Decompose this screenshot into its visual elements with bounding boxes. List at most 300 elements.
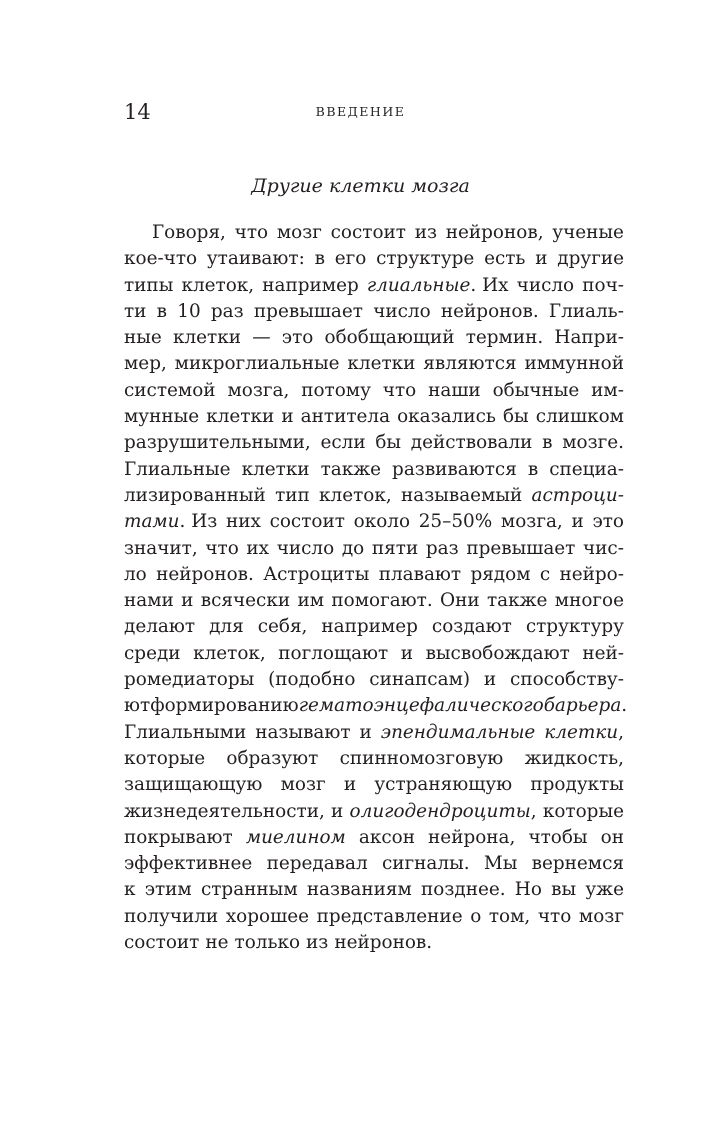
word — [347, 351, 415, 377]
word — [124, 693, 150, 719]
word-part: (подобно — [268, 669, 356, 691]
text-line — [124, 641, 624, 667]
word — [124, 562, 147, 588]
word — [526, 614, 624, 640]
word — [124, 246, 197, 272]
word — [246, 825, 346, 851]
word — [503, 404, 529, 430]
word-part: иммунной — [524, 353, 624, 375]
word-part: многое — [554, 590, 624, 612]
word — [124, 457, 231, 483]
word-part: число — [373, 300, 431, 322]
word-part: также — [486, 590, 548, 612]
word — [487, 588, 547, 614]
italic-term: барьера — [543, 695, 622, 717]
word-part: высвобождают — [425, 642, 570, 664]
text-line — [124, 325, 624, 351]
word-part: также — [320, 458, 382, 480]
word-part: в — [314, 248, 325, 270]
word — [383, 378, 416, 404]
text-line — [124, 299, 624, 325]
word — [124, 430, 311, 456]
word — [493, 378, 580, 404]
word-part: и — [181, 590, 194, 612]
italic-term: эпендимальные — [380, 721, 536, 743]
word-part: мозг — [276, 222, 322, 243]
text-line — [124, 799, 624, 825]
italic-term: олигодендроциты — [349, 800, 531, 822]
word-part: обычные — [492, 379, 580, 401]
word — [432, 614, 512, 640]
word — [591, 378, 624, 404]
word — [375, 430, 401, 456]
word-part: Глиальные — [124, 458, 231, 480]
word-part: типы — [124, 274, 174, 296]
word — [124, 772, 262, 798]
word-part: оказались — [397, 406, 496, 428]
word — [124, 667, 254, 693]
running-head: ВВЕДЕНИЕ — [315, 104, 406, 119]
word-part: — — [252, 327, 271, 349]
word — [124, 483, 266, 509]
word-part: названиям — [306, 879, 412, 901]
word — [601, 825, 624, 851]
word-part: раз — [210, 300, 244, 322]
word — [381, 720, 536, 746]
word-part: эффективнее — [124, 853, 253, 875]
word-part: нейронов. — [156, 563, 254, 585]
word-part: в — [156, 300, 168, 322]
word-part: Говоря, — [152, 222, 226, 243]
word-part: и — [343, 774, 357, 796]
word — [397, 404, 496, 430]
word — [226, 509, 261, 535]
word-part: аксон — [358, 826, 415, 848]
word-part: до — [341, 537, 365, 559]
word — [281, 772, 326, 798]
word-part: передавал — [266, 853, 368, 875]
word-part: ти — [124, 300, 147, 322]
word-part: что — [382, 379, 417, 401]
word — [419, 509, 492, 535]
text-line — [124, 509, 624, 535]
word-part: антитела — [300, 406, 391, 428]
word — [466, 325, 544, 351]
word-part: и — [400, 642, 414, 664]
word-part: ют — [124, 695, 151, 717]
word — [268, 667, 355, 693]
word-part: называют — [255, 721, 351, 743]
word-part: позднее. — [421, 879, 506, 901]
word — [466, 536, 575, 562]
word — [592, 509, 624, 535]
word-part: защищающую — [124, 774, 263, 796]
word — [470, 562, 530, 588]
word — [124, 799, 325, 825]
word-part: лизированный — [124, 484, 266, 506]
word-part: и — [281, 406, 294, 428]
word-part: например — [321, 616, 418, 638]
word-part: состоит — [330, 222, 406, 243]
italic-term: миелином — [245, 826, 346, 848]
word-part: мозга, — [500, 511, 563, 533]
word-part: ные — [124, 327, 162, 349]
word-part: состоит — [124, 932, 200, 954]
word-part: делают — [124, 616, 196, 638]
word — [542, 430, 552, 456]
word — [150, 693, 299, 719]
word — [532, 851, 624, 877]
word-part: в — [527, 458, 539, 480]
word — [246, 536, 269, 562]
word-part: специа- — [549, 458, 624, 480]
text-line — [124, 351, 624, 377]
word-part: Напри- — [554, 327, 624, 349]
word-part: с — [539, 563, 551, 585]
word-part: мозге. — [562, 432, 624, 454]
word — [331, 799, 343, 825]
word — [227, 378, 289, 404]
word — [374, 772, 512, 798]
word — [157, 299, 167, 325]
word — [124, 825, 233, 851]
word-part: действовали — [410, 432, 533, 454]
word — [525, 746, 624, 772]
word-part: помогают. — [331, 590, 433, 612]
word-part: представление — [316, 905, 463, 927]
word — [515, 877, 542, 903]
word — [401, 483, 522, 509]
italic-term: гематоэнцефалического — [298, 695, 544, 717]
word-part: себя, — [257, 616, 308, 638]
word-part: если — [320, 432, 366, 454]
text-line — [124, 667, 624, 693]
word-part: например — [262, 274, 359, 296]
word-part: в — [542, 432, 553, 454]
word-part: из — [306, 932, 329, 954]
word — [278, 641, 388, 667]
word — [530, 772, 624, 798]
word-part: способству- — [510, 669, 624, 691]
section-title: Другие клетки мозга — [251, 175, 470, 197]
word-part: плавают — [378, 563, 462, 585]
word-part: нейро- — [559, 563, 624, 585]
word — [360, 720, 372, 746]
word-part: них — [225, 511, 261, 533]
word-part: всячески — [200, 590, 291, 612]
word-part: нейрона, — [428, 826, 516, 848]
text-line — [124, 404, 624, 430]
word-part: нейронов. — [334, 932, 433, 954]
word-part: уже — [585, 879, 624, 901]
word-part: ромедиаторы — [124, 669, 255, 691]
body-text — [124, 220, 628, 956]
word-part: жизнедеятельности, — [124, 800, 325, 822]
word — [226, 904, 309, 930]
word — [211, 299, 244, 325]
word — [517, 273, 574, 299]
word-part: не — [205, 932, 229, 954]
word-part: Мы — [483, 853, 518, 875]
word — [226, 746, 318, 772]
word — [321, 457, 381, 483]
word — [557, 246, 624, 272]
word — [124, 930, 199, 956]
word — [258, 614, 308, 640]
word — [331, 588, 432, 614]
word — [354, 509, 410, 535]
word — [532, 483, 624, 509]
word — [255, 720, 350, 746]
word — [124, 746, 205, 772]
word — [181, 273, 254, 299]
word-part: для — [209, 616, 244, 638]
text-line — [124, 457, 624, 483]
word — [124, 536, 198, 562]
word-part: создают — [431, 616, 512, 638]
word-part: этим — [144, 879, 192, 901]
word-part: им — [297, 590, 325, 612]
word — [382, 851, 470, 877]
word — [423, 351, 516, 377]
word-part: ло — [124, 563, 147, 585]
word — [263, 562, 369, 588]
word — [549, 299, 624, 325]
word-part: число — [276, 537, 335, 559]
word — [275, 483, 310, 509]
word — [124, 877, 136, 903]
word-part: нами — [124, 590, 174, 612]
word — [484, 246, 525, 272]
word — [307, 877, 412, 903]
word-part: формированию — [150, 695, 299, 717]
word — [367, 273, 509, 299]
word-part: , — [618, 721, 624, 743]
word-part: термин. — [465, 327, 544, 349]
word — [242, 457, 310, 483]
word-part: нейронов, — [445, 222, 544, 243]
word — [549, 457, 624, 483]
word — [559, 562, 623, 588]
word — [282, 325, 314, 351]
word-part: продукты — [530, 774, 624, 796]
word — [543, 799, 624, 825]
word-part: мозг — [280, 774, 326, 796]
word — [181, 588, 193, 614]
word-part: клеток, — [193, 642, 266, 664]
word — [571, 509, 583, 535]
word-part: . Их — [470, 274, 509, 296]
word — [301, 378, 371, 404]
word-part: значит, — [124, 537, 198, 559]
word-part: сигналы. — [381, 853, 470, 875]
word-part: образуют — [226, 747, 319, 769]
word-part: и — [483, 669, 497, 691]
word — [331, 220, 406, 246]
word — [579, 904, 624, 930]
word-part: 10 — [177, 300, 201, 322]
word — [124, 641, 181, 667]
text-line — [124, 588, 624, 614]
word-part: клетки — [172, 327, 241, 349]
page-number: 14 — [124, 100, 151, 124]
word — [428, 378, 481, 404]
word-part: среди — [124, 642, 181, 664]
text-line — [124, 904, 624, 930]
word — [205, 930, 228, 956]
word-part: что — [537, 905, 572, 927]
text-line — [124, 746, 624, 772]
text-line — [124, 930, 624, 956]
word — [376, 246, 474, 272]
word-part: о — [470, 905, 482, 927]
text-line — [124, 273, 624, 299]
text-line — [124, 483, 624, 509]
word-part: поч- — [582, 274, 624, 296]
word-part: мозга, — [227, 379, 290, 401]
word-part: вы — [551, 879, 577, 901]
word-part: что — [205, 537, 239, 559]
word — [124, 351, 167, 377]
italic-term: глиальные — [366, 274, 471, 296]
word — [528, 457, 538, 483]
word-part: Они — [440, 590, 480, 612]
text-line — [124, 246, 624, 272]
word-part: мунные — [124, 406, 200, 428]
word — [334, 930, 432, 956]
word — [426, 536, 459, 562]
word-part: клетки — [241, 458, 310, 480]
word-part: вернемся — [531, 853, 624, 875]
word — [315, 246, 325, 272]
word-part: превышает — [253, 300, 363, 322]
word-part: состоит — [269, 511, 345, 533]
text-line — [124, 851, 624, 877]
word-part: разрушительными, — [124, 432, 311, 454]
word — [124, 720, 246, 746]
word — [156, 562, 254, 588]
word-part: их — [246, 537, 270, 559]
word-part: им- — [591, 379, 624, 401]
word-part: клеток, — [319, 484, 392, 506]
word — [489, 904, 530, 930]
word-part: которые — [542, 800, 624, 822]
word — [421, 877, 506, 903]
text-line — [124, 877, 624, 903]
word — [536, 404, 624, 430]
word — [177, 299, 200, 325]
word-part: . Из — [179, 511, 218, 533]
word-part: мозг — [578, 905, 624, 927]
word-part: 25–50% — [418, 511, 493, 533]
word — [321, 430, 366, 456]
word-part: бы — [502, 406, 529, 428]
word — [124, 404, 199, 430]
word-part: к — [124, 879, 136, 901]
word-part: и — [571, 511, 584, 533]
word — [554, 325, 624, 351]
word — [235, 930, 301, 956]
word-part: это — [592, 511, 624, 533]
word-part: ученые — [552, 222, 624, 243]
word-part: том, — [488, 905, 531, 927]
word-part: слишком — [535, 406, 624, 428]
text-line — [124, 562, 624, 588]
word — [551, 877, 576, 903]
word-part: покрывают — [124, 826, 233, 848]
text-line — [124, 378, 624, 404]
word — [373, 299, 430, 325]
word-part: он — [600, 826, 624, 848]
word — [524, 351, 624, 377]
word — [124, 851, 252, 877]
word-part: и — [359, 721, 372, 743]
word-part: чис- — [583, 537, 624, 559]
word-part: что — [234, 222, 269, 243]
word — [306, 930, 328, 956]
word — [426, 641, 570, 667]
word-part: структуру — [525, 616, 624, 638]
word — [254, 299, 363, 325]
word — [350, 799, 537, 825]
word — [152, 220, 226, 246]
italic-term: тами — [124, 511, 180, 533]
word — [415, 220, 437, 246]
word — [297, 588, 324, 614]
word — [446, 220, 544, 246]
word — [252, 325, 270, 351]
word-part: спинномозговую — [339, 747, 504, 769]
word — [124, 378, 216, 404]
word — [321, 614, 417, 640]
word — [544, 693, 627, 719]
word — [175, 351, 340, 377]
word — [538, 904, 571, 930]
word — [535, 246, 547, 272]
word — [540, 562, 550, 588]
word — [209, 614, 244, 640]
word-part: которые — [124, 747, 206, 769]
word — [583, 536, 624, 562]
word — [124, 904, 218, 930]
word-part: наши — [428, 379, 481, 401]
word-part: раз — [425, 537, 459, 559]
word-part: получили — [124, 905, 219, 927]
word — [124, 614, 195, 640]
word — [585, 877, 624, 903]
word — [201, 877, 298, 903]
italic-term: астроци- — [531, 484, 624, 506]
word-part: клетки — [347, 353, 416, 375]
text-line — [124, 693, 628, 719]
word — [207, 246, 305, 272]
word-part: и — [331, 800, 344, 822]
word — [428, 825, 515, 851]
word — [270, 509, 345, 535]
word — [262, 273, 358, 299]
word — [335, 246, 367, 272]
word — [340, 746, 504, 772]
word-part: утаивают: — [206, 248, 305, 270]
word-part: клетки — [206, 406, 275, 428]
word-part: обобщающий — [324, 327, 455, 349]
word-part: бы — [375, 432, 402, 454]
word-part: Глиаль- — [548, 300, 624, 322]
word-part: системой — [124, 379, 216, 401]
word-part: структуре — [376, 248, 475, 270]
word — [124, 299, 146, 325]
word — [379, 562, 461, 588]
